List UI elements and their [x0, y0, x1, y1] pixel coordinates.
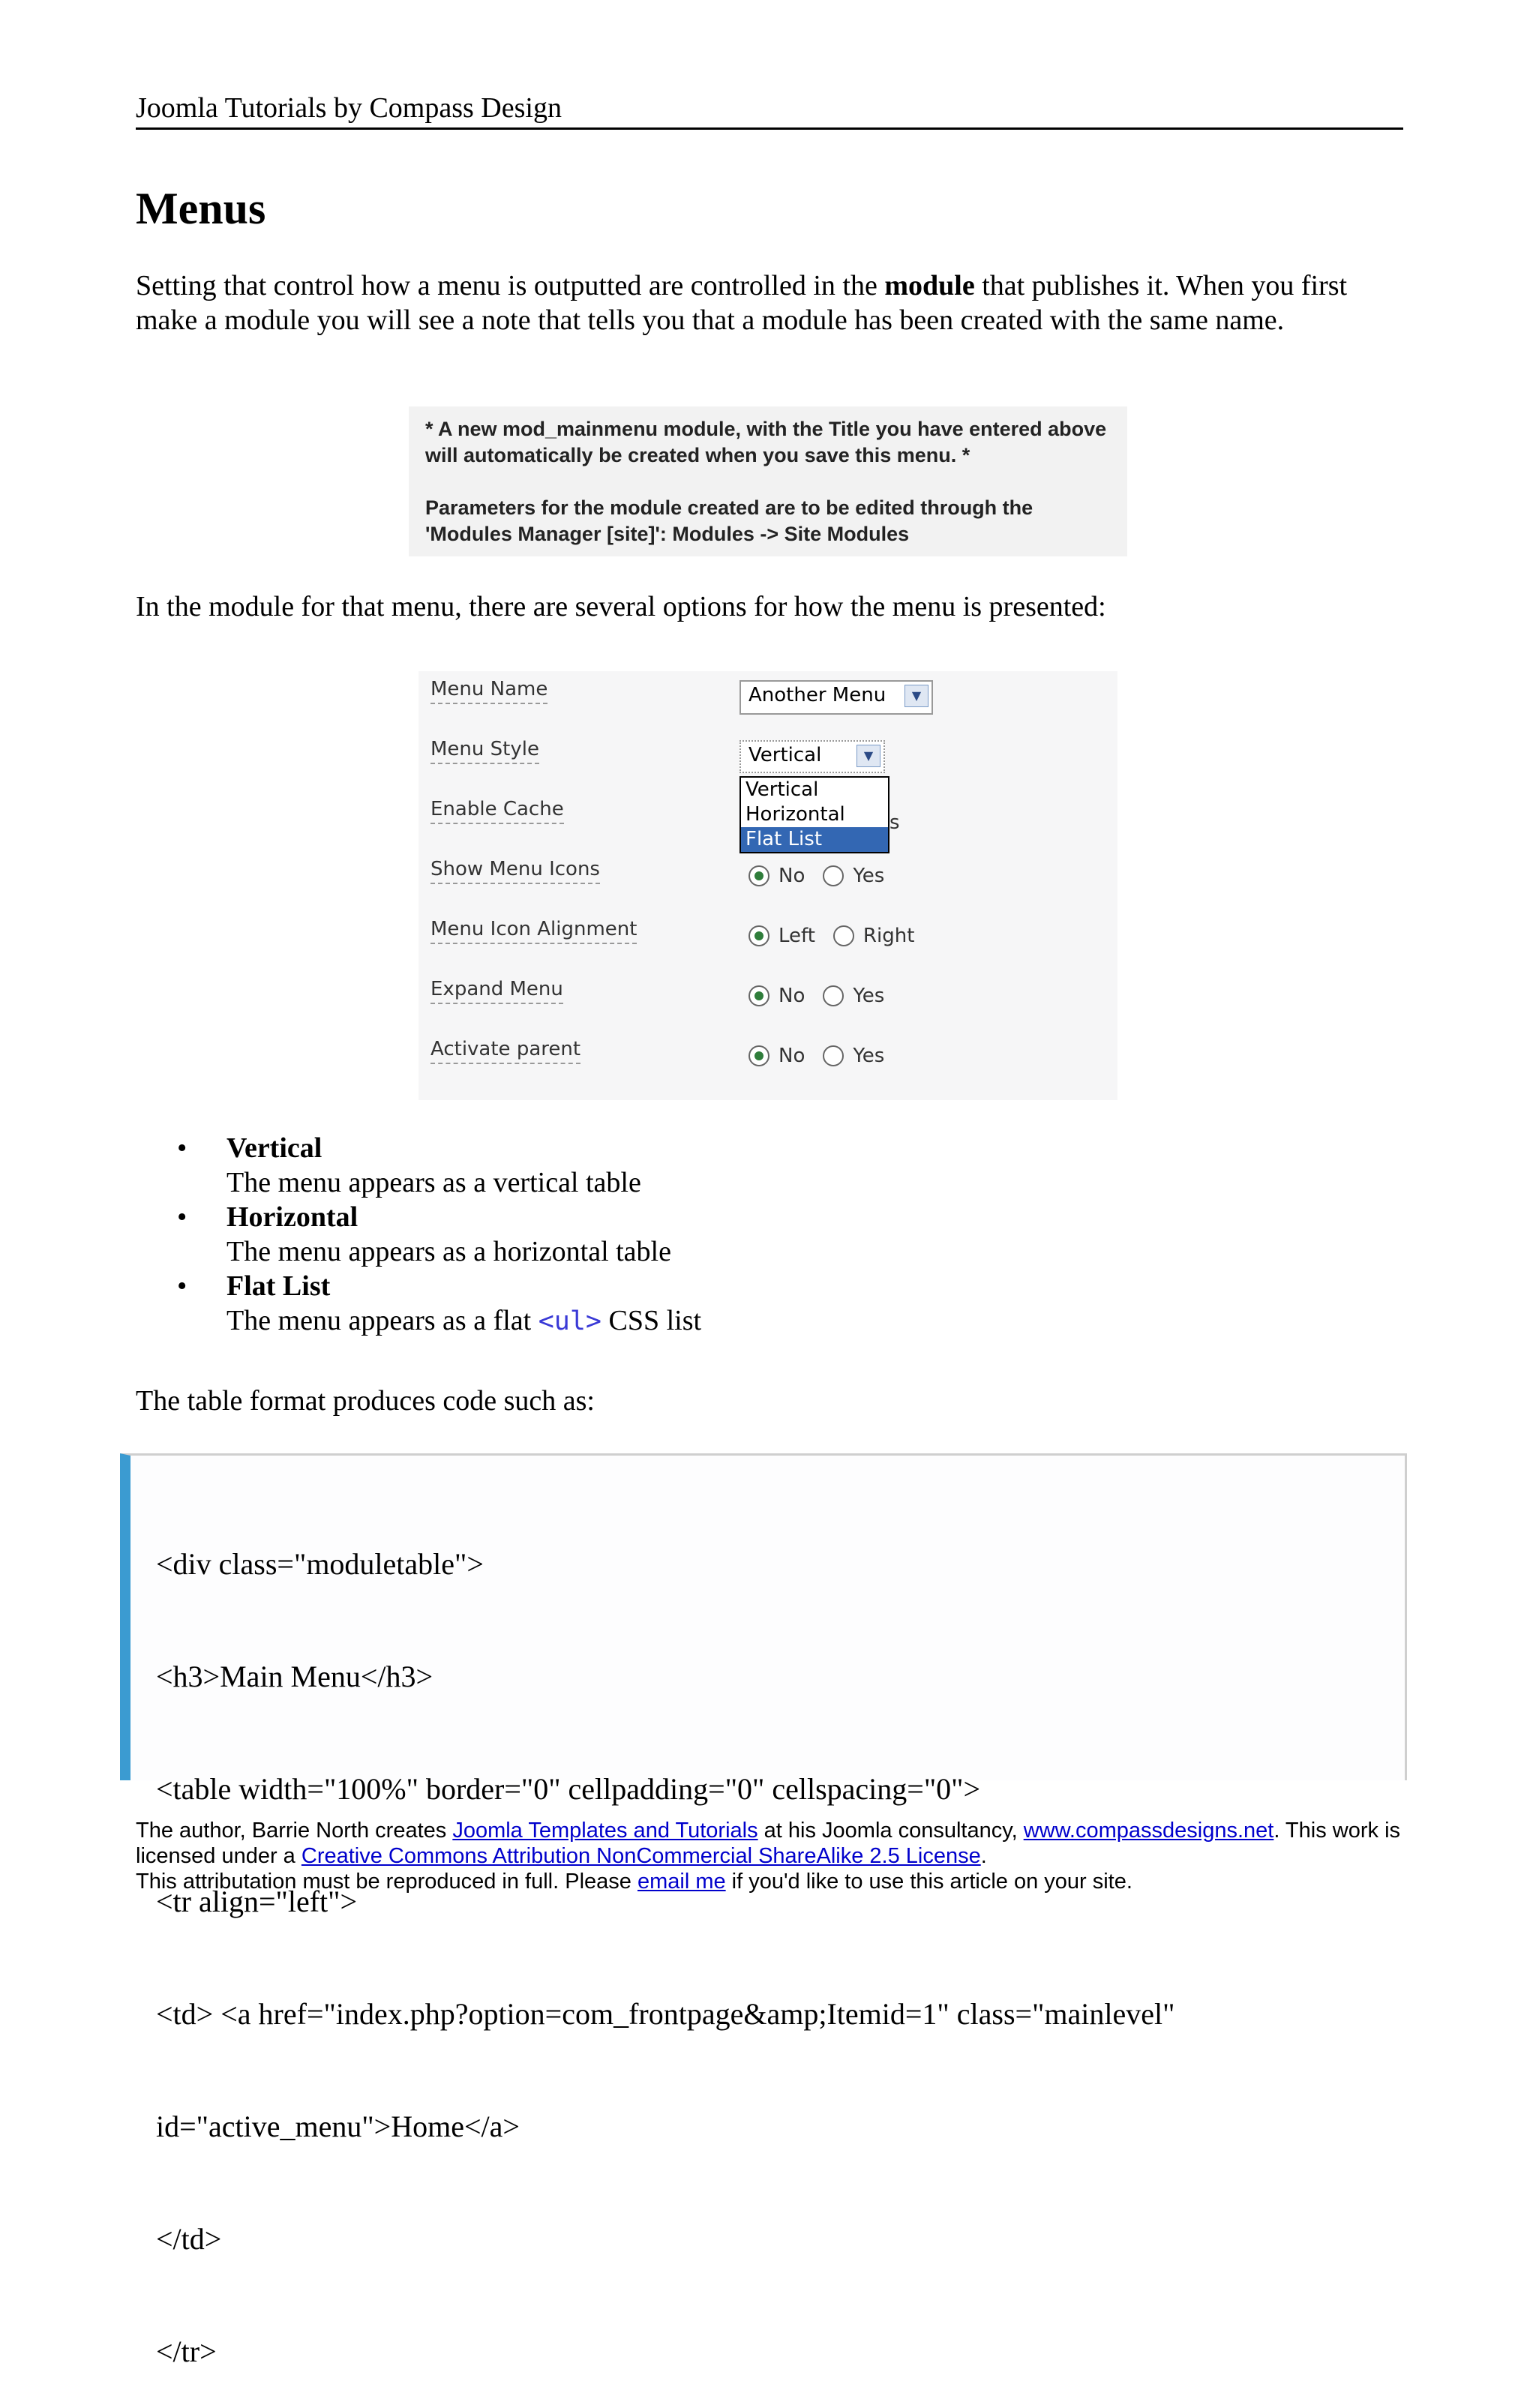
- dropdown-option-flat-list[interactable]: Flat List: [741, 827, 888, 852]
- radio-no[interactable]: [748, 985, 770, 1006]
- expand-menu-label: Expand Menu: [430, 977, 563, 1004]
- page-title: Menus: [136, 184, 266, 233]
- note-line-2: Parameters for the module created are to be edited through the 'Modules Manager [site]': Modules -> Site Modules: [425, 496, 1034, 545]
- enable-cache-label: Enable Cache: [430, 797, 564, 824]
- footer-attribution: [136, 1818, 1411, 1894]
- page-header: Joomla Tutorials by Compass Design: [136, 88, 1403, 130]
- code-line: </td>: [156, 2222, 222, 2256]
- show-icons-label: Show Menu Icons: [430, 857, 600, 884]
- inline-code: <ul>: [538, 1306, 602, 1336]
- footer-text: This attributation must be reproduced in full. Please: [136, 1870, 638, 1894]
- radio-yes[interactable]: [823, 985, 844, 1006]
- intro-paragraph: [136, 268, 1396, 337]
- radio-label-no: No: [778, 1045, 806, 1067]
- footer-text: if you'd like to use this article on your site.: [725, 1870, 1132, 1894]
- radio-label-right: Right: [862, 925, 915, 947]
- code-line: <td> <a href="index.php?option=com_frontpage&amp;Itemid=1" class="mainlevel": [156, 1997, 1175, 2031]
- email-link[interactable]: email me: [637, 1870, 726, 1894]
- chevron-down-icon[interactable]: ▼: [904, 685, 928, 707]
- expand-menu-radio-group: [748, 985, 902, 1007]
- radio-no[interactable]: [748, 865, 770, 886]
- module-note-screenshot: [409, 406, 1127, 556]
- code-line: id="active_menu">Home</a>: [156, 2110, 520, 2143]
- menu-style-list: [177, 1131, 701, 1339]
- footer-text: .: [980, 1844, 987, 1868]
- list-item-desc: The menu appears as a horizontal table: [226, 1236, 671, 1267]
- icon-alignment-radio-group: [748, 925, 932, 947]
- list-item: [177, 1269, 701, 1339]
- list-item-title: • Flat List: [226, 1270, 331, 1302]
- module-parameters-screenshot: [418, 671, 1118, 1100]
- icon-alignment-label: Menu Icon Alignment: [430, 917, 637, 944]
- activate-parent-label: Activate parent: [430, 1037, 580, 1064]
- intro-text-1: Setting that control how a menu is outputted are controlled in the: [136, 270, 885, 301]
- radio-label-yes: Yes: [853, 985, 885, 1007]
- menu-style-label: Menu Style: [430, 737, 539, 764]
- intro-bold: module: [884, 270, 975, 301]
- footer-text: . This work is licensed under a: [136, 1819, 1401, 1868]
- intro-text-2: that publishes it. When you first make a module you will see a note that tells you that a module has been created with the same name.: [136, 270, 1348, 336]
- radio-label-no: No: [778, 865, 806, 887]
- code-line: <div class="moduletable">: [156, 1547, 484, 1581]
- table-intro: The table format produces code such as:: [136, 1385, 595, 1417]
- radio-left[interactable]: [748, 925, 770, 946]
- radio-yes[interactable]: [823, 1045, 844, 1066]
- code-line: <table width="100%" border="0" cellpadding="0" cellspacing="0">: [156, 1772, 981, 1806]
- radio-yes[interactable]: [823, 865, 844, 886]
- list-item: [177, 1131, 701, 1200]
- joomla-templates-link[interactable]: Joomla Templates and Tutorials: [452, 1819, 758, 1843]
- activate-parent-radio-group: [748, 1045, 902, 1067]
- footer-text: The author, Barrie North creates: [136, 1819, 453, 1843]
- menu-style-dropdown: [740, 776, 890, 853]
- list-item-desc: The menu appears as a vertical table: [226, 1167, 641, 1198]
- show-icons-radio-group: [748, 865, 902, 887]
- code-line: </tr>: [156, 2335, 217, 2368]
- radio-label-no: No: [778, 985, 806, 1007]
- menu-style-value: Vertical: [748, 744, 822, 766]
- options-intro: In the module for that menu, there are several options for how the menu is presented:: [136, 591, 1106, 622]
- radio-label-yes: Yes: [853, 865, 885, 887]
- menu-name-select[interactable]: [740, 680, 933, 715]
- dropdown-option-vertical[interactable]: Vertical: [746, 778, 819, 801]
- menu-style-select[interactable]: [740, 740, 885, 773]
- list-item-desc: The menu appears as a flat: [226, 1305, 538, 1336]
- note-line-1: * A new mod_mainmenu module, with the Title you have entered above will automatically be created when you save this menu. *: [425, 418, 1107, 466]
- radio-right[interactable]: [833, 925, 854, 946]
- code-line: <h3>Main Menu</h3>: [156, 1660, 434, 1693]
- license-link[interactable]: Creative Commons Attribution NonCommercial ShareAlike 2.5 License: [301, 1844, 981, 1868]
- partial-text: s: [890, 811, 900, 834]
- list-item-desc-end: CSS list: [602, 1305, 702, 1336]
- compassdesigns-link[interactable]: www.compassdesigns.net: [1023, 1819, 1274, 1843]
- chevron-down-icon[interactable]: ▼: [856, 745, 880, 767]
- list-item: [177, 1200, 701, 1269]
- footer-text: at his Joomla consultancy,: [758, 1819, 1024, 1843]
- radio-label-yes: Yes: [853, 1045, 885, 1067]
- menu-name-value: Another Menu: [748, 684, 886, 706]
- list-item-title: • Vertical: [226, 1132, 322, 1164]
- code-line: <tr align="left">: [156, 1885, 358, 1918]
- dropdown-option-horizontal[interactable]: Horizontal: [746, 803, 845, 826]
- menu-name-label: Menu Name: [430, 677, 548, 704]
- radio-label-left: Left: [778, 925, 815, 947]
- radio-no[interactable]: [748, 1045, 770, 1066]
- list-item-title: • Horizontal: [226, 1201, 358, 1233]
